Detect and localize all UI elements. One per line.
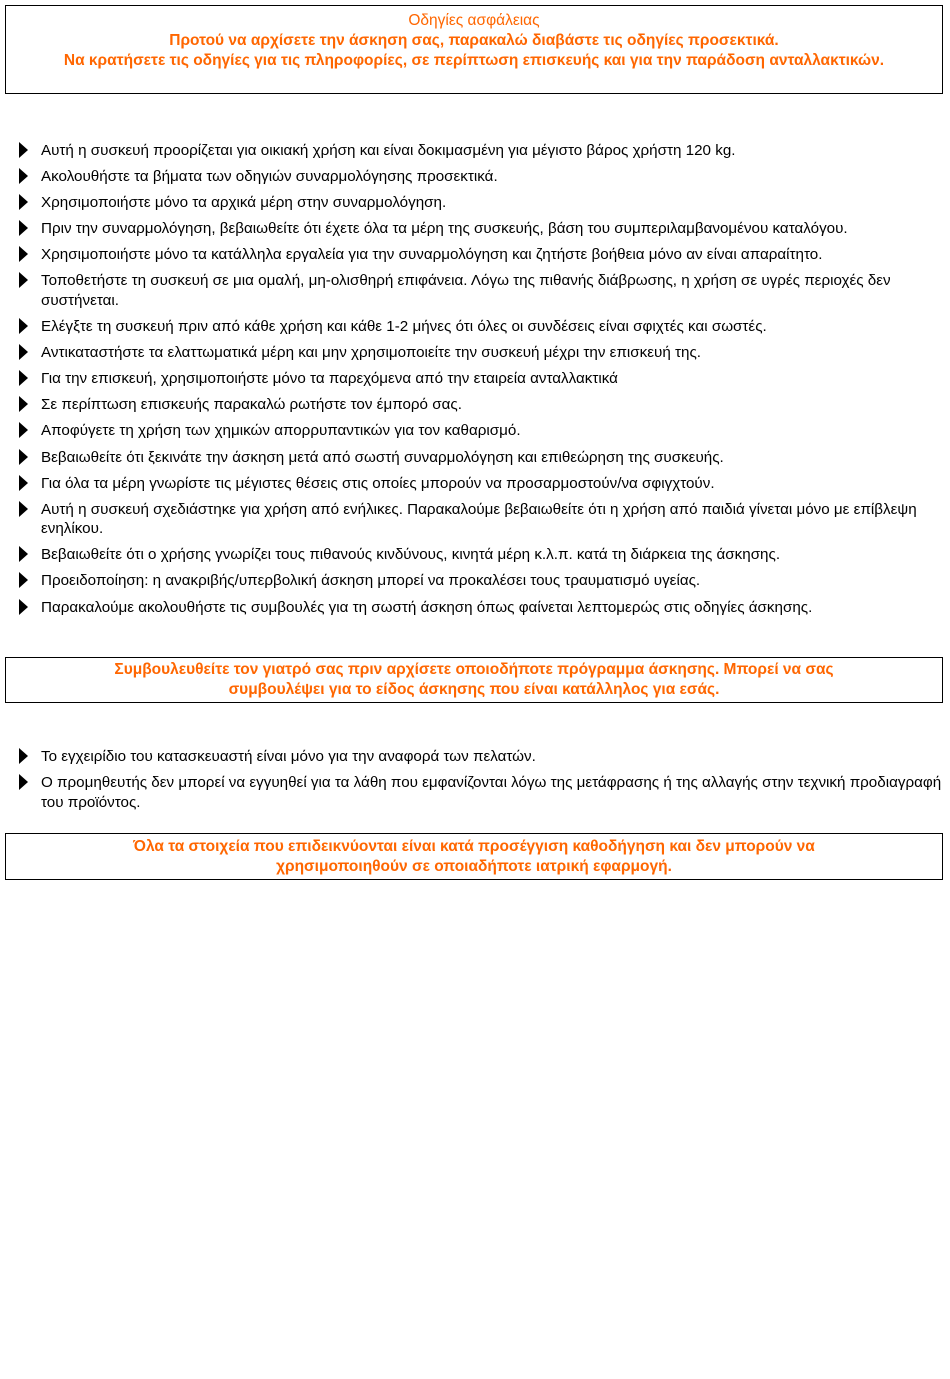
list-item xyxy=(17,747,943,767)
bullet-triangle-icon xyxy=(17,421,29,439)
list-item xyxy=(17,571,943,591)
bullet-triangle-icon xyxy=(17,245,29,263)
bullet-triangle-icon xyxy=(17,747,29,765)
list-item-text: Πριν την συναρμολόγηση, βεβαιωθείτε ότι έχετε όλα τα μέρη της συσκευής, βάση του συμπεριλαμβανομένου καταλόγου. xyxy=(41,220,848,238)
safety-instructions-list xyxy=(17,141,943,624)
list-item-text: Αυτή η συσκευή προορίζεται για οικιακή χρήση και είναι δοκιμασμένη για μέγιστο βάρος χρήστη 120 kg. xyxy=(41,142,736,159)
list-item xyxy=(17,545,943,565)
list-item xyxy=(17,219,943,239)
list-item-text: Αντικαταστήστε τα ελαττωματικά μέρη και μην χρησιμοποιείτε την συσκευή μέχρι την επισκευή της. xyxy=(41,344,701,362)
medical-disclaimer-box xyxy=(5,833,943,880)
consult-doctor-line-1: Συμβουλευθείτε τον γιατρό σας πριν αρχίσετε οποιοδήποτε πρόγραμμα άσκησης. Μπορεί να σας xyxy=(114,661,834,678)
consult-doctor-line-2: συμβουλέψει για το είδος άσκησης που είναι κατάλληλος για εσάς. xyxy=(228,681,720,698)
bullet-triangle-icon xyxy=(17,271,29,289)
list-item xyxy=(17,500,943,539)
bullet-triangle-icon xyxy=(17,448,29,466)
list-item-text: Για όλα τα μέρη γνωρίστε τις μέγιστες θέσεις στις οποίες μπορούν να προσαρμοστούν/να σφιγχτούν. xyxy=(41,474,715,492)
bullet-triangle-icon xyxy=(17,598,29,616)
bullet-triangle-icon xyxy=(17,474,29,492)
consult-doctor-box xyxy=(5,657,943,703)
bullet-triangle-icon xyxy=(17,571,29,589)
medical-disclaimer-line-2: χρησιμοποιηθούν σε οποιαδήποτε ιατρική εφαρμογή. xyxy=(276,858,672,875)
manual-notes-list xyxy=(17,747,943,819)
list-item-text: Ακολουθήστε τα βήματα των οδηγιών συναρμολόγησης προσεκτικά. xyxy=(41,168,498,186)
safety-instructions-header-box xyxy=(5,5,943,94)
list-item xyxy=(17,193,943,213)
bullet-triangle-icon xyxy=(17,343,29,361)
list-item xyxy=(17,773,943,812)
list-item-text: Παρακαλούμε ακολουθήστε τις συμβουλές για τη σωστή άσκηση όπως φαίνεται λεπτομερώς στις οδηγίες άσκησης. xyxy=(41,598,813,616)
bullet-triangle-icon xyxy=(17,193,29,211)
keep-instructions-notice: Να κρατήσετε τις οδηγίες για τις πληροφορίες, σε περίπτωση επισκευής και για την παράδοση ανταλλακτικών. xyxy=(63,52,885,69)
bullet-triangle-icon xyxy=(17,395,29,413)
safety-instructions-title: Οδηγίες ασφάλειας xyxy=(408,12,540,29)
list-item-text: Τοποθετήστε τη συσκευή σε μια ομαλή, μη-ολισθηρή επιφάνεια. Λόγω της πιθανής διάβρωσης, η χρήση σε υγρές περιοχές δεν συστήνεται. xyxy=(41,272,891,309)
bullet-triangle-icon xyxy=(17,317,29,335)
list-item xyxy=(17,598,943,618)
list-item-text: Ελέγξτε τη συσκευή πριν από κάθε χρήση και κάθε 1-2 μήνες ότι όλες οι συνδέσεις είναι σφιχτές και σωστές. xyxy=(41,318,767,336)
list-item xyxy=(17,474,943,494)
list-item-text: Χρησιμοποιήστε μόνο τα αρχικά μέρη στην συναρμολόγηση. xyxy=(41,194,447,212)
list-item xyxy=(17,395,943,415)
list-item xyxy=(17,343,943,363)
list-item xyxy=(17,245,943,265)
list-item-text: Το εγχειρίδιο του κατασκευαστή είναι μόνο για την αναφορά των πελατών. xyxy=(41,748,536,765)
list-item-text: Χρησιμοποιήστε μόνο τα κατάλληλα εργαλεία για την συναρμολόγηση και ζητήστε βοήθεια μόνο αν είναι απαραίτητο. xyxy=(41,246,823,264)
list-item-text: Βεβαιωθείτε ότι ο χρήσης γνωρίζει τους πιθανούς κινδύνους, κινητά μέρη κ.λ.π. κατά τη διάρκεια της άσκησης. xyxy=(41,546,781,564)
list-item-text: Βεβαιωθείτε ότι ξεκινάτε την άσκηση μετά από σωστή συναρμολόγηση και επιθεώρηση της συσκευής. xyxy=(41,448,724,466)
list-item-text: Ο προμηθευτής δεν μπορεί να εγγυηθεί για τα λάθη που εμφανίζονται λόγω της μετάφρασης ή της αλλαγής στην τεχνική προδιαγραφή του προϊόντος. xyxy=(41,774,942,811)
list-item xyxy=(17,317,943,337)
list-item xyxy=(17,141,943,161)
bullet-triangle-icon xyxy=(17,369,29,387)
bullet-triangle-icon xyxy=(17,773,29,791)
bullet-triangle-icon xyxy=(17,167,29,185)
list-item-text: Σε περίπτωση επισκευής παρακαλώ ρωτήστε τον έμπορό σας. xyxy=(41,396,462,414)
list-item xyxy=(17,167,943,187)
list-item xyxy=(17,271,943,310)
bullet-triangle-icon xyxy=(17,219,29,237)
list-item-text: Προειδοποίηση: η ανακριβής/υπερβολική άσκηση μπορεί να προκαλέσει τους τραυματισμό υγείας. xyxy=(41,572,701,590)
bullet-triangle-icon xyxy=(17,545,29,563)
list-item xyxy=(17,369,943,389)
bullet-triangle-icon xyxy=(17,141,29,159)
bullet-triangle-icon xyxy=(17,500,29,518)
list-item xyxy=(17,421,943,441)
list-item-text: Αποφύγετε τη χρήση των χημικών απορρυπαντικών για τον καθαρισμό. xyxy=(41,422,521,440)
list-item-text: Αυτή η συσκευή σχεδιάστηκε για χρήση από ενήλικες. Παρακαλούμε βεβαιωθείτε ότι η χρήση από παιδιά γίνεται μόνο με επίβλεψη ενηλίκου. xyxy=(41,500,917,538)
medical-disclaimer-line-1: Όλα τα στοιχεία που επιδεικνύονται είναι κατά προσέγγιση καθοδήγηση και δεν μπορούν να xyxy=(133,838,815,855)
read-instructions-notice: Προτού να αρχίσετε την άσκηση σας, παρακαλώ διαβάστε τις οδηγίες προσεκτικά. xyxy=(169,32,779,49)
list-item-text: Για την επισκευή, χρησιμοποιήστε μόνο τα παρεχόμενα από την εταιρεία ανταλλακτικά xyxy=(41,370,618,388)
list-item xyxy=(17,448,943,468)
